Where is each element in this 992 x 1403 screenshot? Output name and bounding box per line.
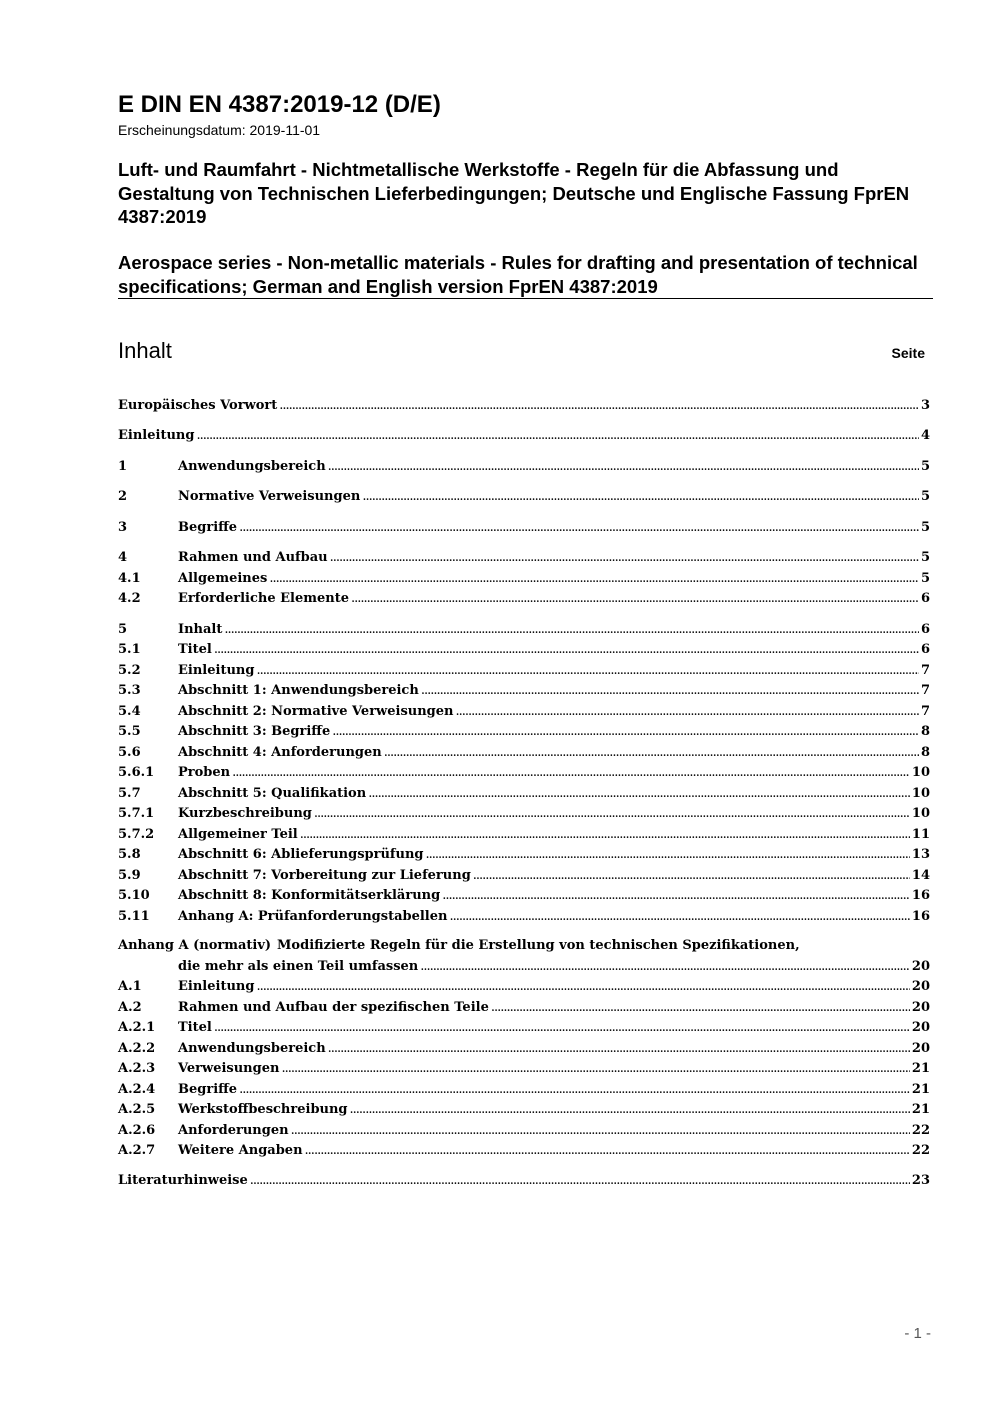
- toc-leader-dots: [214, 1018, 910, 1037]
- toc-entry[interactable]: [118, 1016, 930, 1037]
- toc-leader-dots: [420, 957, 910, 976]
- toc-entry[interactable]: [118, 1098, 930, 1119]
- publication-date: Erscheinungsdatum: 2019-11-01: [118, 122, 321, 138]
- toc-entry-number: 5.6: [118, 745, 141, 760]
- toc-leader-dots: [449, 907, 909, 926]
- toc-entry-page: 21: [911, 1102, 930, 1117]
- toc-entry[interactable]: [118, 1169, 930, 1190]
- toc-leader-dots: [332, 722, 919, 741]
- toc-entry-title: Modifizierte Regeln für die Erstellung von technischen Spezifikationen,: [277, 938, 800, 953]
- toc-entry-title: Kurzbeschreibung: [178, 806, 312, 821]
- toc-entry-number: 5.5: [118, 724, 141, 739]
- toc-entry[interactable]: [118, 679, 930, 700]
- toc-entry-page: 6: [920, 591, 930, 606]
- toc-entry-number: 5.9: [118, 868, 141, 883]
- toc-entry[interactable]: [118, 864, 930, 885]
- toc-entry-number: 5.7.2: [118, 827, 155, 842]
- toc-entry[interactable]: [118, 720, 930, 741]
- toc-entry-number: A.2.6: [118, 1123, 156, 1138]
- toc-entry-title: Weitere Angaben: [178, 1143, 303, 1158]
- toc-entry[interactable]: [118, 546, 930, 567]
- toc-entry-page: 5: [920, 459, 930, 474]
- toc-entry-title: Titel: [178, 1020, 212, 1035]
- toc-leader-dots: [214, 640, 919, 659]
- toc-entry-title: Anhang A: Prüfanforderungstabellen: [178, 909, 448, 924]
- toc-leader-dots: [491, 998, 910, 1017]
- toc-entry-number: A.2.4: [118, 1082, 156, 1097]
- toc-entry-number: A.1: [118, 979, 142, 994]
- toc-entry-page: 10: [911, 786, 930, 801]
- toc-entry-number: 5.1: [118, 642, 141, 657]
- toc-leader-dots: [368, 784, 910, 803]
- toc-entry-title: Begriffe: [178, 1082, 238, 1097]
- toc-entry[interactable]: [118, 884, 930, 905]
- toc-leader-dots: [305, 1141, 910, 1160]
- toc-entry-number: 5.10: [118, 888, 150, 903]
- toc-entry-number: 4.1: [118, 571, 141, 586]
- toc-leader-dots: [350, 1100, 910, 1119]
- toc-entry[interactable]: [118, 823, 930, 844]
- toc-leader-dots: [232, 763, 910, 782]
- toc-entry-page: 23: [911, 1173, 930, 1188]
- toc-entry-title: Einleitung: [178, 979, 255, 994]
- toc-entry-page: 4: [920, 428, 930, 443]
- toc-entry-title: Anwendungsbereich: [178, 459, 326, 474]
- toc-leader-dots: [291, 1121, 910, 1140]
- toc-entry-title: Abschnitt 1: Anwendungsbereich: [178, 683, 419, 698]
- toc-entry-number: A.2.1: [118, 1020, 156, 1035]
- toc-entry-page: 11: [911, 827, 930, 842]
- toc-entry-title: Rahmen und Aufbau: [178, 550, 328, 565]
- toc-entry-title: Begriffe: [178, 520, 238, 535]
- toc-leader-dots: [269, 569, 919, 588]
- toc-leader-dots: [239, 518, 919, 537]
- toc-entry-number: A.2: [118, 1000, 142, 1015]
- toc-entry-number: 5.2: [118, 663, 141, 678]
- toc-entry-title: Abschnitt 6: Ablieferungsprüfung: [178, 847, 424, 862]
- toc-entry-number: 5.4: [118, 704, 141, 719]
- footer-page-number: - 1 -: [904, 1325, 931, 1342]
- toc-leader-dots: [279, 396, 919, 415]
- toc-entry-number: 5.11: [118, 909, 150, 924]
- toc-entry-number: 3: [118, 520, 128, 535]
- toc-entry-title: Normative Verweisungen: [178, 489, 361, 504]
- toc-annex-heading[interactable]: [118, 934, 930, 955]
- toc-entry[interactable]: [118, 1119, 930, 1140]
- toc-entry-title: Allgemeiner Teil: [178, 827, 298, 842]
- toc-entry-number: 4.2: [118, 591, 141, 606]
- toc-entry-title: Europäisches Vorwort: [118, 398, 278, 413]
- toc-entry-number: 5.7: [118, 786, 141, 801]
- toc-entry-page: 5: [920, 520, 930, 535]
- toc-entry[interactable]: [118, 996, 930, 1017]
- toc-entry-page: 14: [911, 868, 930, 883]
- toc-entry-number: Anhang A (normativ): [118, 938, 272, 953]
- toc-entry[interactable]: [118, 1078, 930, 1099]
- toc-leader-dots: [256, 977, 909, 996]
- toc-entry[interactable]: [118, 455, 930, 476]
- toc-leader-dots: [250, 1171, 910, 1190]
- toc-entry-page: 5: [920, 571, 930, 586]
- toc-entry-page: 21: [911, 1082, 930, 1097]
- toc-entry-page: 7: [920, 683, 930, 698]
- toc-entry-number: 1: [118, 459, 128, 474]
- toc-entry[interactable]: [118, 1057, 930, 1078]
- toc-entry-title: Werkstoffbeschreibung: [178, 1102, 348, 1117]
- toc-entry-title: Titel: [178, 642, 212, 657]
- toc-page-column-label: Seite: [891, 345, 925, 361]
- toc-leader-dots: [442, 886, 910, 905]
- toc-leader-dots: [362, 487, 919, 506]
- toc-entry[interactable]: [118, 955, 930, 976]
- toc-entry-title: Einleitung: [118, 428, 195, 443]
- toc-leader-dots: [455, 702, 918, 721]
- toc-entry-title: Inhalt: [178, 622, 223, 637]
- toc-entry[interactable]: [118, 905, 930, 926]
- toc-entry[interactable]: [118, 587, 930, 608]
- toc-leader-dots: [473, 866, 910, 885]
- toc-entry[interactable]: [118, 394, 930, 415]
- toc-entry[interactable]: [118, 424, 930, 445]
- toc-entry-page: 22: [911, 1143, 930, 1158]
- toc-entry-page: 6: [920, 642, 930, 657]
- toc-entry-title: Anforderungen: [178, 1123, 289, 1138]
- toc-entry-title: Verweisungen: [178, 1061, 280, 1076]
- toc-entry[interactable]: [118, 567, 930, 588]
- toc-entry-number: 5.8: [118, 847, 141, 862]
- toc-entry[interactable]: [118, 843, 930, 864]
- toc-entry-page: 10: [911, 765, 930, 780]
- toc-entry-title: Einleitung: [178, 663, 255, 678]
- toc-entry-page: 10: [911, 806, 930, 821]
- toc-entry-title: Literaturhinweise: [118, 1173, 248, 1188]
- toc-entry-title: Proben: [178, 765, 231, 780]
- toc-leader-dots: [330, 548, 919, 567]
- toc-entry[interactable]: [118, 782, 930, 803]
- toc-leader-dots: [351, 589, 919, 608]
- toc-entry[interactable]: [118, 761, 930, 782]
- toc-entry-page: 20: [911, 959, 930, 974]
- toc-entry-page: 7: [920, 704, 930, 719]
- toc-entry-page: 8: [920, 724, 930, 739]
- toc-entry-page: 3: [920, 398, 930, 413]
- toc-entry-title: Allgemeines: [178, 571, 268, 586]
- toc-leader-dots: [384, 743, 919, 762]
- toc-entry[interactable]: [118, 802, 930, 823]
- toc-entry[interactable]: [118, 1037, 930, 1058]
- toc-entry-number: A.2.2: [118, 1041, 156, 1056]
- toc-leader-dots: [224, 620, 919, 639]
- toc-entry-number: 5.3: [118, 683, 141, 698]
- toc-entry[interactable]: [118, 975, 930, 996]
- toc-entry-page: 8: [920, 745, 930, 760]
- title-german: Luft- und Raumfahrt - Nichtmetallische Werkstoffe - Regeln für die Abfassung und Gestaltung von Technischen Lieferbedingungen; Deutsche und Englische Fassung FprEN 4387:2019: [118, 159, 910, 227]
- toc-leader-dots: [314, 804, 910, 823]
- toc-entry[interactable]: [118, 638, 930, 659]
- toc-entry-number: A.2.3: [118, 1061, 156, 1076]
- toc-leader-dots: [196, 426, 919, 445]
- toc-leader-dots: [256, 661, 919, 680]
- title-english: Aerospace series - Non-metallic materials - Rules for drafting and presentation of technical specifications; German and English version FprEN 4387:2019: [118, 252, 918, 297]
- toc-entry-number: A.2.5: [118, 1102, 156, 1117]
- toc-entry-title: Abschnitt 3: Begriffe: [178, 724, 331, 739]
- toc-entry[interactable]: [118, 700, 930, 721]
- toc-leader-dots: [239, 1080, 910, 1099]
- toc-entry-title: die mehr als einen Teil umfassen: [178, 959, 419, 974]
- toc-entry-number: 5.6.1: [118, 765, 155, 780]
- toc-entry-title: Abschnitt 4: Anforderungen: [178, 745, 382, 760]
- toc-entry[interactable]: [118, 659, 930, 680]
- toc-entry-page: 20: [911, 1041, 930, 1056]
- toc-leader-dots: [425, 845, 909, 864]
- toc-entry-page: 20: [911, 1000, 930, 1015]
- toc-heading: Inhalt: [118, 338, 172, 363]
- toc-leader-dots: [328, 1039, 910, 1058]
- toc-entry-number: 2: [118, 489, 128, 504]
- toc-entry-title: Anwendungsbereich: [178, 1041, 326, 1056]
- toc-entry[interactable]: [118, 618, 930, 639]
- toc-entry-title: Abschnitt 5: Qualifikation: [178, 786, 367, 801]
- toc-entry-number: A.2.7: [118, 1143, 156, 1158]
- toc-entry-page: 16: [911, 909, 930, 924]
- toc-leader-dots: [281, 1059, 909, 1078]
- toc-entry-page: 5: [920, 550, 930, 565]
- toc-leader-dots: [328, 457, 919, 476]
- toc-entry-title: Rahmen und Aufbau der spezifischen Teile: [178, 1000, 489, 1015]
- toc-entry-page: 22: [911, 1123, 930, 1138]
- toc-entry-page: 20: [911, 979, 930, 994]
- toc-entry-page: 13: [911, 847, 930, 862]
- document-id: E DIN EN 4387:2019-12 (D/E): [118, 91, 441, 118]
- toc-entry[interactable]: [118, 485, 930, 506]
- toc-entry[interactable]: [118, 1139, 930, 1160]
- toc-entry-number: 5.7.1: [118, 806, 155, 821]
- toc-entry-page: 7: [920, 663, 930, 678]
- toc-entry-number: 4: [118, 550, 128, 565]
- toc-entry-page: 16: [911, 888, 930, 903]
- header-divider: [118, 298, 933, 299]
- toc-entry-title: Erforderliche Elemente: [178, 591, 349, 606]
- toc-entry-title: Abschnitt 8: Konformitätserklärung: [178, 888, 441, 903]
- toc-leader-dots: [300, 825, 910, 844]
- toc-entry-title: Abschnitt 7: Vorbereitung zur Lieferung: [178, 868, 471, 883]
- toc-entry[interactable]: [118, 741, 930, 762]
- toc-entry[interactable]: [118, 516, 930, 537]
- toc-entry-page: 21: [911, 1061, 930, 1076]
- toc-entry-page: 20: [911, 1020, 930, 1035]
- toc-leader-dots: [421, 681, 919, 700]
- toc-entry-number: 5: [118, 622, 128, 637]
- toc-entry-page: 6: [920, 622, 930, 637]
- toc-entry-page: 5: [920, 489, 930, 504]
- toc-entry-title: Abschnitt 2: Normative Verweisungen: [178, 704, 454, 719]
